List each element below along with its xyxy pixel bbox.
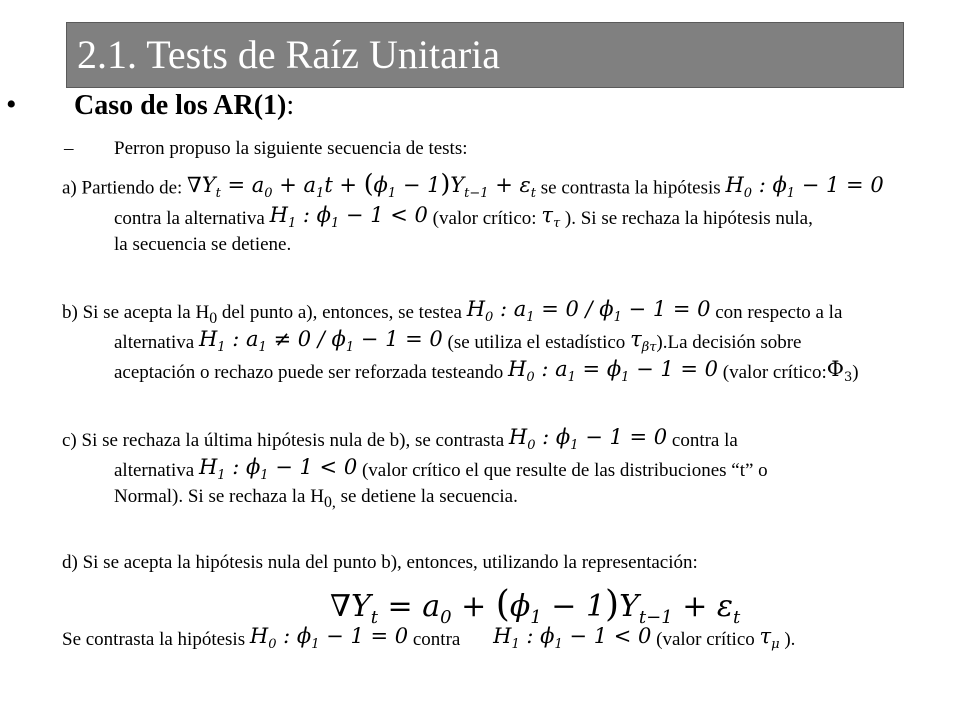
- item-d-line1: [62, 552, 698, 574]
- section-heading: [74, 90, 294, 122]
- item-a-text1: a) Partiendo de:: [62, 177, 183, 199]
- item-b-sub0: 0: [209, 309, 218, 327]
- equation-h0-phi: $H_0$ : $\phi_1 - 1 = 0$: [725, 172, 884, 201]
- equation-h1-phi-d: $H_1$ : $\phi_1 - 1 < 0$: [493, 624, 652, 653]
- item-c-text3: alternativa: [114, 459, 195, 481]
- item-b-text2: del punto a), entonces, se testea: [221, 301, 462, 323]
- equation-h0-a1-eq-phi: $H_0$ : $a_1 = \phi_1 - 1 = 0$: [508, 357, 719, 386]
- slide-title: 2.1. Tests de Raíz Unitaria: [77, 32, 501, 77]
- item-b-text7: aceptación o rechazo puede ser reforzada testeando: [114, 361, 504, 383]
- item-d-line2: [62, 625, 795, 656]
- item-b-line3: [114, 358, 859, 389]
- item-c-line3: [114, 486, 518, 514]
- item-c-sub0: 0,: [323, 493, 336, 511]
- item-b-text1: b) Si se acepta la H: [62, 301, 210, 323]
- item-a-text2: se contrasta la hipótesis: [540, 177, 721, 199]
- item-b-text5: (se utiliza el estadístico: [447, 331, 626, 353]
- item-c-line2: [114, 456, 768, 487]
- item-b-line2: [114, 328, 802, 359]
- heading-text: Caso de los AR(1): [74, 90, 287, 121]
- item-a-line3: [114, 234, 291, 256]
- equation-h0-phi-d: $H_0$ : $\phi_1 - 1 = 0$: [249, 624, 409, 653]
- item-d-text3: contra: [412, 628, 461, 650]
- symbol-tau-beta-tau: $\tau_{\beta\tau}$: [630, 327, 657, 356]
- title-banner: [66, 22, 904, 88]
- equation-dickey-fuller-trend: $\nabla Y_t = a_0 + a_1t + (\phi_1 - 1)Y_{t-1} + \varepsilon_t$: [187, 169, 536, 202]
- heading-colon: :: [286, 90, 295, 121]
- equation-dickey-fuller-drift: $\nabla Y_t = a_0 + (\phi_1 - 1)Y_{t-1} + \varepsilon_t$: [330, 584, 741, 628]
- bullet-marker: •: [6, 88, 17, 121]
- item-d-text5: ).: [784, 628, 796, 650]
- item-a-line1: [62, 169, 884, 205]
- symbol-tau-tau: $\tau_\tau$: [541, 203, 561, 232]
- item-d-text4: (valor crítico: [656, 628, 755, 650]
- symbol-tau-mu: $\tau_\mu$: [759, 624, 780, 653]
- item-a-text5: ). Si se rechaza la hipótesis nula,: [564, 207, 813, 229]
- item-d-text2: Se contrasta la hipótesis: [62, 628, 246, 650]
- item-c-text4: (valor crítico el que resulte de las distribuciones “t” o: [361, 459, 768, 481]
- item-c-text1: c) Si se rechaza la última hipótesis nula de b), se contrasta: [62, 429, 505, 451]
- item-b-line1: [62, 298, 842, 330]
- equation-h0-phi-c: $H_0$ : $\phi_1 - 1 = 0$: [508, 425, 668, 454]
- item-a-line2: [114, 204, 813, 235]
- item-c-line1: [62, 426, 738, 457]
- item-d-text1: d) Si se acepta la hipótesis nula del punto b), entonces, utilizando la representación:: [62, 552, 698, 573]
- item-a-text4: (valor crítico:: [432, 207, 537, 229]
- item-c-text5: Normal). Si se rechaza la H: [114, 486, 324, 507]
- item-b-text9: ): [852, 361, 859, 383]
- dash-marker: –: [64, 138, 74, 159]
- item-b-text4: alternativa: [114, 331, 195, 353]
- item-b-text3: con respecto a la: [715, 301, 843, 323]
- symbol-phi3: $\Phi_3$: [826, 357, 853, 386]
- equation-h1-phi-c: $H_1$ : $\phi_1 - 1 < 0$: [198, 455, 358, 484]
- item-b-text8: (valor crítico:: [722, 361, 827, 383]
- equation-h1-a1-phi: $H_1$ : $a_1 \ne 0 / \phi_1 - 1 = 0$: [198, 327, 443, 356]
- equation-h0-a1-phi: $H_0$ : $a_1 = 0 / \phi_1 - 1 = 0$: [466, 297, 711, 326]
- item-a-text3: contra la alternativa: [114, 207, 265, 229]
- equation-h1-phi: $H_1$ : $\phi_1 - 1 < 0$: [269, 203, 428, 232]
- intro-text: Perron propuso la siguiente secuencia de tests:: [114, 138, 468, 159]
- item-c-text6: se detiene la secuencia.: [340, 486, 518, 507]
- item-a-text6: la secuencia se detiene.: [114, 234, 292, 255]
- item-c-text2: contra la: [671, 429, 738, 451]
- item-b-text6: ).La decisión sobre: [656, 331, 802, 353]
